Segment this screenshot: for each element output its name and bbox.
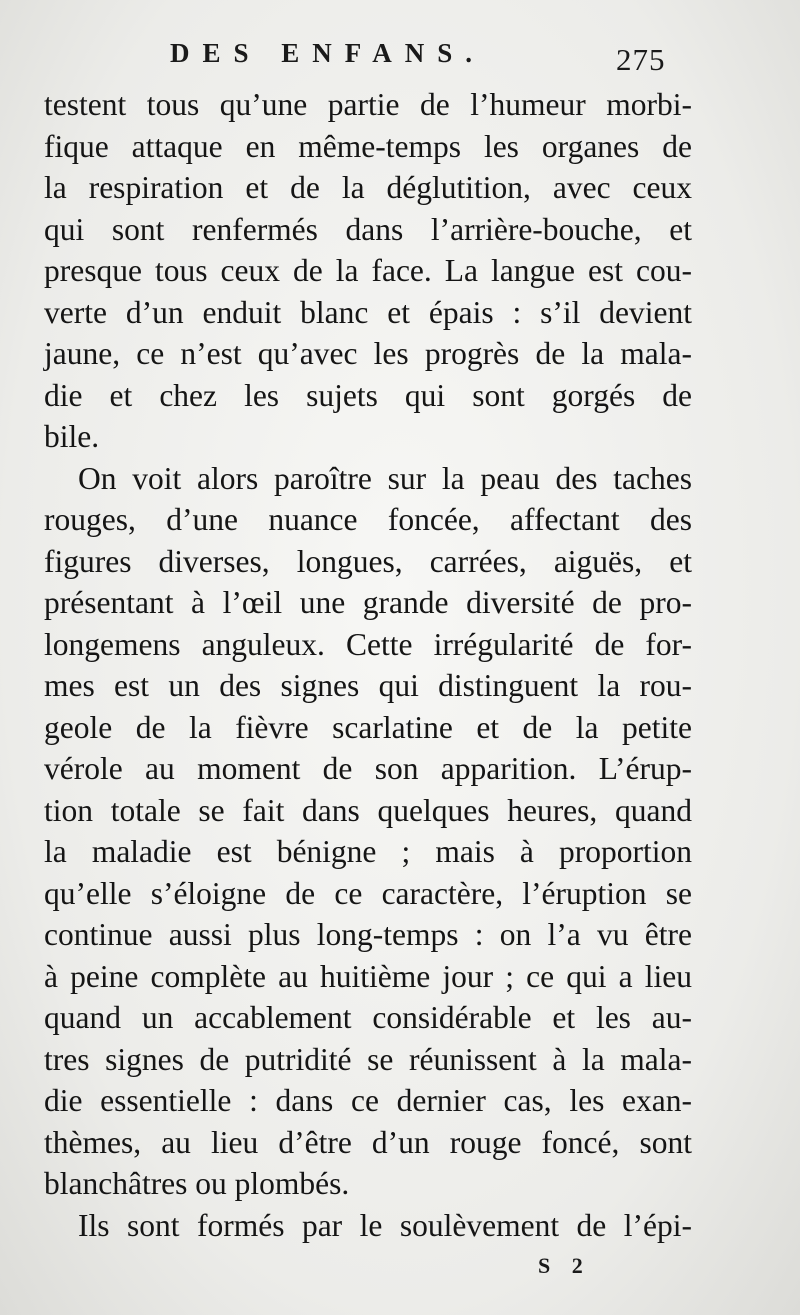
text-line: verte d’un enduit blanc et épais : s’il devient	[44, 294, 692, 330]
text-line: On voit alors paroître sur la peau des taches	[78, 460, 692, 496]
text-line: jaune, ce n’est qu’avec les progrès de la mala-	[44, 336, 692, 371]
text-line: die et chez les sujets qui sont gorgés de	[44, 377, 692, 413]
text-line: tres signes de putridité se réunissent à la mala-	[44, 1041, 692, 1077]
text-line: rouges, d’une nuance foncée, affectant des	[44, 502, 692, 537]
text-line: à peine complète au huitième jour ; ce qui a lieu	[44, 958, 692, 994]
signature-mark: S 2	[538, 1253, 591, 1278]
text-line: fique attaque en même-temps les organes de	[44, 128, 692, 164]
text-line: thèmes, au lieu d’être d’un rouge foncé, sont	[44, 1124, 692, 1160]
paragraph-2	[44, 458, 692, 1205]
text-line: blanchâtres ou plombés.	[44, 1166, 350, 1201]
text-line: geole de la fièvre scarlatine et de la petite	[44, 709, 692, 745]
running-head	[0, 38, 800, 82]
text-line: la maladie est bénigne ; mais à proportion	[44, 834, 692, 869]
text-line: présentant à l’œil une grande diversité de pro-	[44, 585, 692, 620]
text-line: tion totale se fait dans quelques heures, quand	[44, 792, 692, 828]
text-line: quand un accablement considérable et les au-	[44, 1000, 692, 1035]
text-line: la respiration et de la déglutition, avec ceux	[44, 170, 692, 205]
paragraph-3	[44, 1205, 692, 1247]
running-title: DES ENFANS.	[170, 38, 486, 68]
text-line: vérole au moment de son apparition. L’érup-	[44, 751, 692, 786]
page-number: 275	[616, 42, 666, 77]
text-line: bile.	[44, 419, 100, 454]
text-line: longemens anguleux. Cette irrégularité de for-	[44, 626, 692, 662]
text-line: qu’elle s’éloigne de ce caractère, l’éruption se	[44, 875, 692, 911]
body-text	[44, 84, 692, 1246]
text-line: continue aussi plus long-temps : on l’a vu être	[44, 917, 692, 952]
paragraph-1	[44, 84, 692, 458]
text-line: Ils sont formés par le soulèvement de l’épi-	[78, 1207, 692, 1243]
text-line: mes est un des signes qui distinguent la rou-	[44, 668, 692, 703]
text-line: figures diverses, longues, carrées, aiguës, et	[44, 543, 692, 579]
text-line: die essentielle : dans ce dernier cas, les exan-	[44, 1083, 692, 1118]
text-line: testent tous qu’une partie de l’humeur morbi-	[44, 87, 692, 122]
text-line: qui sont renfermés dans l’arrière-bouche, et	[44, 211, 692, 247]
text-line: presque tous ceux de la face. La langue est cou-	[44, 253, 692, 288]
